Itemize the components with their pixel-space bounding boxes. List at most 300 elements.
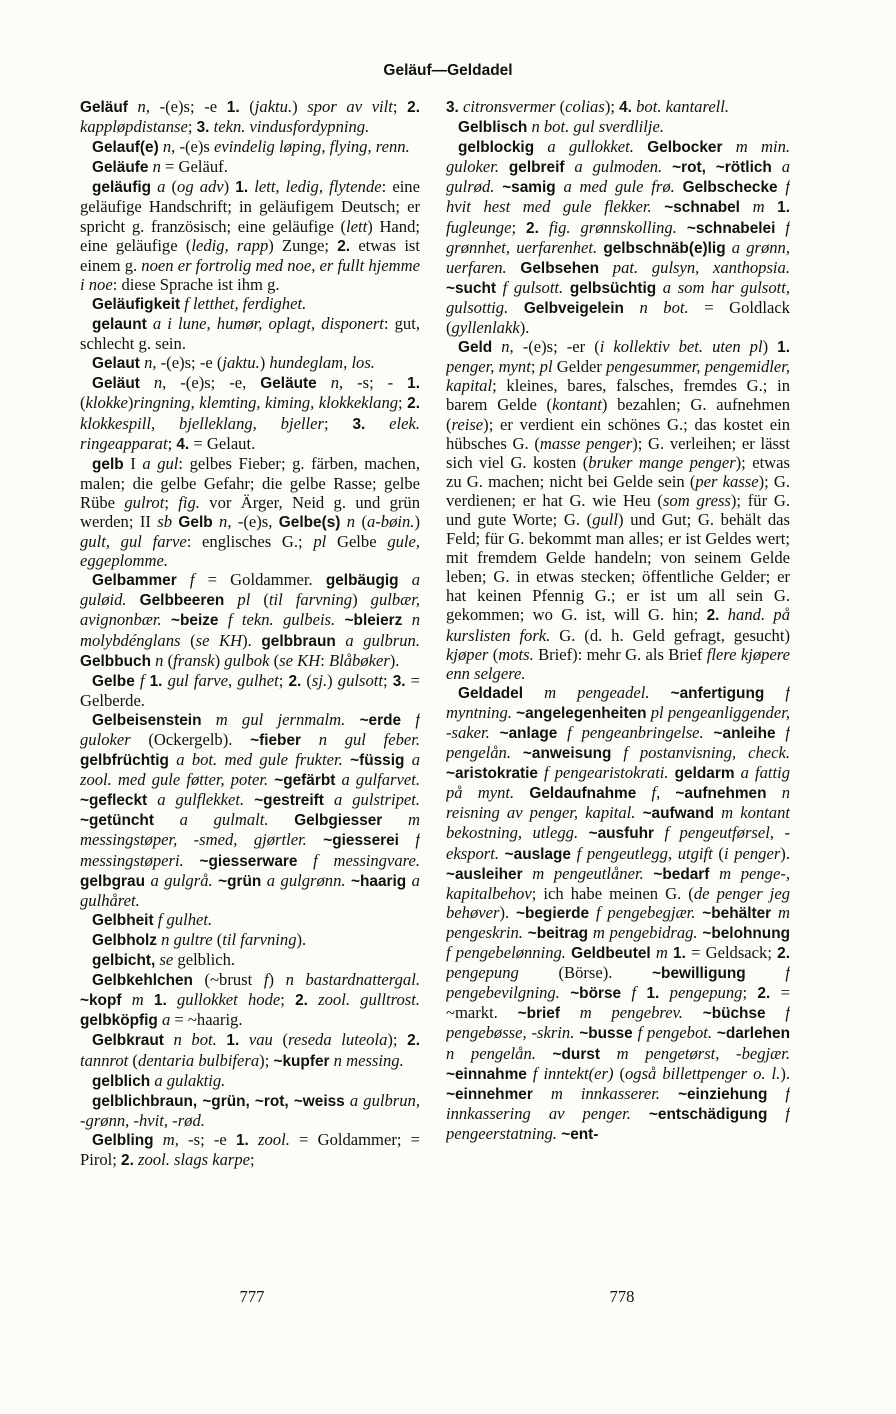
entry-text: ;: [392, 97, 408, 116]
dictionary-entry: [80, 671, 420, 710]
italic-text: f pengebegjær.: [595, 902, 696, 922]
italic-text: f: [631, 983, 637, 1003]
entry-text: ): [352, 590, 371, 610]
italic-text: kjøper: [446, 644, 489, 664]
headword: Gelbsehen: [520, 259, 600, 277]
entry-text: : gelbes Fieber; g. färben, machen, malen; die gelbe Gefahr; die gelbe Rasse; gelbe Rübe: [80, 453, 420, 512]
entry-text: ); G. verleihen; er lässt sich viel G. kosten (: [446, 433, 790, 472]
headword: 2.: [706, 607, 720, 625]
italic-text: m penge-, kapitalbehov: [446, 863, 790, 903]
italic-text: n: [144, 353, 153, 373]
entry-text: [578, 823, 588, 842]
italic-text: penger, mynt: [446, 357, 531, 377]
headword: 2.: [407, 395, 420, 413]
headword: gelblockig: [458, 139, 535, 157]
italic-text: m: [752, 197, 765, 217]
headword: Gelbocker: [647, 139, 723, 157]
italic-text: a i lune, humør, oplagt, disponert: [152, 314, 384, 334]
italic-text: f myntning.: [446, 682, 790, 722]
italic-text: mots.: [498, 644, 534, 664]
headword: gelbgrau: [80, 872, 145, 890]
headword: 1.: [153, 992, 167, 1010]
headword: ~einnahme: [446, 1065, 527, 1083]
dictionary-entry: [80, 710, 420, 910]
italic-text: m kontant bekostning, utlegg.: [446, 803, 790, 843]
italic-text: zool. gulltrost.: [318, 990, 420, 1010]
headword: 2.: [337, 237, 351, 255]
headword: Gelbe: [92, 672, 135, 690]
entry-text: = Gelberde.: [80, 670, 420, 710]
headword: gelbicht,: [92, 952, 156, 970]
headword: 4.: [619, 99, 632, 116]
entry-text: (: [163, 650, 174, 670]
headword: 3.: [352, 415, 366, 433]
italic-text: m: [655, 943, 668, 963]
entry-text: [650, 683, 671, 702]
entry-text: Gelbe: [326, 532, 388, 552]
dictionary-entry: [80, 570, 420, 670]
entry-text: (~brust: [192, 970, 264, 990]
italic-text: f grønnhet, uerfarenhet.: [446, 217, 790, 257]
italic-text: f guloker: [80, 709, 420, 749]
headword: ~börse: [570, 985, 622, 1003]
headword: geläufig: [92, 179, 151, 197]
headword: ~gefärbt: [274, 772, 336, 790]
dictionary-entry: [80, 137, 420, 157]
italic-text: dentaria bulbifera: [137, 1050, 260, 1070]
entry-text: ): [414, 511, 420, 531]
italic-text: a gulfarvet.: [341, 770, 420, 790]
italic-text: m min. guloker.: [446, 137, 790, 177]
entry-text: ).: [780, 1063, 790, 1083]
dictionary-entry: [80, 353, 420, 373]
entry-text: , -(e)s; -e: [145, 97, 227, 116]
headword: ~grün: [218, 872, 262, 890]
italic-text: a gullokket.: [547, 137, 634, 157]
headword: ~gestreift: [254, 792, 324, 810]
entry-text: ).: [389, 650, 400, 670]
dictionary-entry: [80, 157, 420, 177]
headword: Gelaut: [92, 355, 140, 373]
entry-text: ;: [530, 357, 540, 377]
entry-text: ): [762, 337, 778, 357]
page-header-title: Geläuf—Geldadel: [383, 62, 513, 79]
entry-text: [523, 864, 533, 883]
italic-text: hundeglam, los.: [269, 353, 375, 373]
italic-text: m pengetørst, -begjær.: [616, 1043, 790, 1063]
entry-text: [508, 298, 524, 317]
headword: ~brief: [517, 1005, 560, 1023]
entry-text: [631, 1104, 649, 1123]
italic-text: f pengebot.: [637, 1023, 712, 1043]
entry-text: [775, 218, 785, 237]
entry-text: [343, 750, 350, 769]
entry-text: [599, 258, 613, 277]
entry-text: ); für G. und gute Worte; G. (: [446, 490, 790, 529]
italic-text: n molybdénglans: [80, 610, 420, 650]
headword: Gelbheit: [92, 911, 154, 929]
headword: gelbreif: [508, 159, 565, 177]
italic-text: kappløpdistanse: [80, 117, 188, 137]
italic-text: m pengebidrag.: [592, 922, 698, 942]
entry-text: [600, 1044, 617, 1063]
italic-text: klokkespill, bjelleklang, bjeller: [80, 413, 324, 433]
headword: 1.: [777, 339, 790, 357]
entry-text: [767, 783, 782, 802]
entry-text: [677, 218, 687, 237]
headword: 2.: [526, 219, 539, 237]
italic-text: reise: [451, 414, 484, 434]
headword: Geläut: [92, 375, 140, 393]
italic-text: f: [263, 970, 269, 990]
italic-text: kontant: [552, 395, 602, 415]
italic-text: a gulhåret.: [80, 870, 420, 910]
entry-text: );: [604, 97, 620, 116]
italic-text: zool.: [258, 1129, 290, 1149]
entry-text: (: [269, 650, 280, 670]
italic-text: gulbok: [224, 650, 270, 670]
headword: ~getüncht: [80, 812, 154, 830]
italic-text: n reisning av penger, kapital.: [446, 783, 790, 823]
headword: 1.: [226, 1032, 240, 1050]
entry-text: = ~haarig.: [170, 1010, 243, 1030]
entry-text: [399, 570, 412, 589]
entry-text: );: [259, 1050, 274, 1070]
entry-text: [765, 197, 778, 216]
italic-text: f inntekt(er): [532, 1063, 614, 1083]
headword: 2.: [757, 985, 771, 1003]
italic-text: f pengeerstatning.: [446, 1103, 790, 1143]
entry-text: (: [250, 590, 269, 610]
entry-text: [589, 903, 596, 922]
italic-text: n bot.: [173, 1030, 217, 1050]
italic-text: se KH: [279, 650, 321, 670]
entry-text: (: [239, 97, 255, 116]
entry-text: [324, 790, 334, 809]
italic-text: a gulgrå.: [150, 870, 213, 890]
entry-text: ;: [511, 217, 527, 237]
headword: Gelbkraut: [92, 1032, 164, 1050]
headword: ~rot,: [254, 1092, 289, 1110]
entry-text: [217, 1030, 227, 1049]
headword: 3.: [196, 119, 210, 137]
entry-text: [621, 983, 631, 1002]
italic-text: citronsvermer: [463, 97, 556, 116]
italic-text: pengepung: [446, 963, 519, 983]
entry-text: (: [355, 511, 367, 531]
entry-text: ): [292, 97, 308, 116]
headword: Gelbbeeren: [139, 592, 225, 610]
entry-text: [154, 1130, 163, 1149]
entry-text: [177, 570, 190, 589]
headword: ~kupfer: [273, 1052, 330, 1070]
entry-text: ); G. verdienen; er hat G. wie Heu (: [446, 471, 790, 510]
headword: ~samig: [502, 179, 556, 197]
italic-text: f hvit hest med gule flekker.: [446, 177, 790, 217]
entry-text: ).: [499, 902, 516, 922]
entry-text: = Geläuf.: [160, 157, 228, 177]
entry-text: = Goldlack (: [446, 297, 790, 338]
entry-text: [533, 1084, 551, 1103]
italic-text: n: [162, 137, 172, 157]
entry-text: ; kleines, bares, falsches, fremdes G.; in barem Gelde (: [446, 376, 790, 415]
entry-text: = Goldammer.: [194, 570, 326, 590]
italic-text: m pengeskrin.: [446, 902, 790, 942]
entry-text: (: [301, 670, 312, 690]
italic-text: f tekn. gulbeis.: [227, 610, 336, 630]
dictionary-entry: [80, 373, 420, 453]
entry-text: = Geldsack;: [685, 943, 778, 963]
entry-text: [771, 903, 778, 922]
entry-text: = Gelaut.: [189, 433, 256, 453]
entry-text: ).: [242, 630, 262, 650]
dictionary-entry: [80, 1091, 420, 1130]
entry-text: [335, 610, 344, 629]
dictionary-entry: [80, 970, 420, 1030]
entry-text: [709, 864, 719, 883]
entry-text: (: [128, 1050, 138, 1070]
headword: ~rot,: [672, 159, 706, 177]
entry-text: (: [488, 644, 499, 664]
entry-text: [308, 990, 318, 1009]
italic-text: bot. kantarell.: [636, 97, 730, 116]
entry-text: ): [268, 970, 286, 990]
entry-text: [563, 278, 570, 297]
italic-text: n bot.: [639, 297, 689, 317]
headword: ~begierde: [515, 904, 590, 922]
headword: ~erde: [359, 711, 402, 729]
entry-text: [202, 710, 216, 729]
entry-text: [635, 803, 642, 822]
entry-text: [636, 983, 646, 1002]
entry-text: G. (d. h. Geld gefragt, gesucht): [550, 625, 790, 645]
italic-text: n: [137, 97, 146, 116]
italic-text: se KH: [195, 630, 243, 650]
entry-text: : gut, schlecht g. sein.: [80, 314, 420, 354]
entry-text: ;: [382, 670, 393, 690]
italic-text: spor av vilt: [307, 97, 393, 116]
dictionary-entry: [80, 950, 420, 970]
headword: 1.: [226, 99, 240, 116]
headword: ~darlehen: [716, 1025, 790, 1043]
headword: ~bewilligung: [652, 965, 746, 983]
italic-text: f: [139, 670, 145, 690]
italic-text: gull: [592, 509, 619, 529]
right-column: [446, 97, 790, 1247]
entry-text: [719, 605, 727, 624]
italic-text: a: [161, 1010, 171, 1030]
dictionary-entry: [80, 1071, 420, 1091]
headword: ~giesserware: [199, 852, 298, 870]
dictionary-entry: [446, 337, 790, 683]
headword: 4.: [176, 435, 190, 453]
headword: Gelbveigelein: [523, 299, 624, 317]
entry-text: [764, 683, 785, 702]
entry-text: [218, 610, 227, 629]
italic-text: n bot. gul sverdlilje.: [531, 117, 665, 137]
dictionary-entry: [446, 683, 790, 1144]
italic-text: også billettpenger o. l.: [625, 1063, 781, 1083]
italic-text: a gulgrønn.: [266, 870, 346, 890]
italic-text: m pengebrev.: [579, 1003, 683, 1023]
italic-text: n: [152, 157, 161, 177]
entry-text: [336, 631, 346, 650]
headword: ~füssig: [350, 752, 405, 770]
italic-text: pl: [313, 532, 327, 552]
headword: ~schnabel: [664, 199, 740, 217]
page-number-right: 778: [609, 1287, 635, 1306]
entry-text: , -(e)s; -e (: [152, 353, 223, 373]
italic-text: gulsott: [337, 670, 383, 690]
entry-text: = ~markt.: [446, 983, 790, 1023]
italic-text: f messingvare.: [313, 850, 420, 870]
headword: ~durst: [552, 1045, 600, 1063]
entry-text: [772, 157, 782, 176]
italic-text: gullokket hode: [176, 990, 281, 1010]
italic-text: f postanvisning, check.: [623, 743, 790, 763]
headword: gelbbraun: [261, 632, 336, 650]
entry-text: (: [180, 630, 196, 650]
headword: 2.: [407, 99, 420, 116]
headword: ~gefleckt: [80, 792, 148, 810]
entry-text: I: [123, 453, 143, 473]
entry-text: ) Hand; eine geläufige (: [80, 216, 420, 255]
italic-text: gyllenlakk: [451, 318, 520, 338]
italic-text: vau: [248, 1030, 273, 1050]
headword: ~büchse: [702, 1005, 766, 1023]
italic-text: a gul: [142, 453, 179, 473]
headword: gelb: [92, 455, 124, 473]
italic-text: n: [501, 337, 510, 357]
entry-text: , -(e)s; -er (: [509, 337, 600, 357]
entry-text: (: [613, 1063, 625, 1083]
italic-text: f gulhet.: [157, 909, 213, 929]
entry-text: [683, 1003, 703, 1022]
headword: 2.: [295, 992, 308, 1010]
italic-text: a gulmoden.: [574, 157, 663, 177]
headword: Gelauf(e): [92, 139, 159, 157]
entry-text: [776, 723, 786, 742]
dictionary-entry: [80, 294, 420, 314]
italic-text: n: [346, 511, 356, 531]
italic-text: sj.: [311, 670, 328, 690]
entry-text: vor Ärger, Neid g. und grün werden; II: [80, 492, 420, 531]
italic-text: f letthet, ferdighet.: [184, 293, 307, 313]
headword: Geldadel: [458, 684, 524, 702]
italic-text: fig. grønnskolling.: [548, 217, 677, 237]
entry-text: [560, 983, 570, 1002]
italic-text: ringning, klemting, kiming, klokkeklang: [133, 393, 399, 413]
entry-text: [766, 1003, 786, 1022]
entry-text: = Goldammer; = Pirol;: [80, 1129, 420, 1169]
headword: ~giesserei: [323, 832, 399, 850]
italic-text: f pengebelønning.: [446, 943, 566, 963]
entry-text: : diese Sprache ist ihm g.: [112, 274, 280, 294]
headword: Gelblisch: [458, 119, 528, 137]
italic-text: bruker mange penger: [588, 452, 736, 472]
italic-text: i kollektiv bet. uten pl: [599, 337, 763, 357]
headword: 2.: [407, 1032, 420, 1050]
italic-text: f gulsott.: [502, 277, 564, 297]
entry-text: [722, 137, 735, 156]
headword: ~kopf: [80, 992, 122, 1010]
headword: 1.: [407, 375, 420, 393]
entry-text: ; ich habe meinen G. (: [531, 883, 694, 903]
entry-text: , -(e)s,: [227, 511, 279, 531]
italic-text: klokke: [85, 393, 128, 413]
entry-text: ).: [296, 929, 307, 949]
italic-text: a gulstripet.: [333, 790, 420, 810]
entry-text: ) und Gut; G. behält das Feld; für G. bekommt man alles; er ist Geldes wert; mit fremdem Gelde handeln; von seinem Gelde leben; G. in etwas stecken; öffentliche Gelder; er hat keinen Pfennig G.; er ist um all sein G. gekommen; wo G. ist, will G. hin;: [446, 509, 790, 625]
headword: ~bedarf: [653, 865, 710, 883]
entry-text: (: [165, 177, 178, 197]
italic-text: fugleunge: [446, 217, 512, 237]
italic-text: ledig, rapp: [191, 235, 269, 255]
entry-text: [121, 990, 131, 1009]
entry-text: [404, 750, 411, 769]
italic-text: og adv: [177, 177, 224, 197]
dictionary-entry: [446, 117, 790, 137]
italic-text: reseda luteola: [288, 1030, 388, 1050]
italic-text: pengesummer, pengemidler, kapital: [446, 357, 790, 396]
headword: ~aufwand: [642, 805, 714, 823]
entry-text: : eine geläufige Handschrift; in geläufigem Deutsch; er spricht g. französisch; eine geläufige (: [80, 177, 420, 236]
entry-text: [297, 851, 313, 870]
italic-text: pat. gulsyn, xanthopsia.: [612, 257, 790, 277]
italic-text: m: [162, 1129, 175, 1149]
italic-text: m pengeutlåner.: [532, 863, 644, 883]
entry-text: , -s; -: [338, 373, 408, 393]
entry-text: [127, 590, 140, 609]
entry-text: [307, 830, 323, 849]
italic-text: m innkasserer.: [550, 1083, 660, 1103]
entry-text: [147, 790, 157, 809]
dictionary-entry: [80, 314, 420, 353]
page-number-left: 777: [239, 1287, 265, 1306]
entry-text: , -(e)s: [171, 137, 215, 157]
headword: Geläufigkeit: [92, 295, 181, 313]
italic-text: lett, ledig, flytende: [254, 177, 382, 197]
italic-text: m gul jernmalm.: [215, 709, 346, 729]
italic-text: a gulbrun, -grønn, -hvit, -rød.: [80, 1090, 420, 1130]
entry-text: [656, 278, 663, 297]
entry-text: [565, 157, 575, 176]
entry-text: (Börse).: [518, 963, 653, 983]
italic-text: a zool. med gule føtter, poter.: [80, 750, 420, 790]
headword: ~entschädigung: [648, 1105, 768, 1123]
entry-text: [660, 1084, 678, 1103]
entry-text: [511, 743, 523, 762]
italic-text: masse penger: [539, 433, 633, 453]
dictionary-entry: [80, 930, 420, 950]
headword: ~beitrag: [527, 924, 589, 942]
entry-text: ;: [742, 983, 758, 1003]
dictionary-entry: [80, 177, 420, 294]
headword: Gelbammer: [92, 572, 177, 590]
entry-text: [224, 590, 237, 609]
entry-text: [507, 258, 521, 277]
headword: 2.: [777, 945, 790, 963]
dictionary-entry: [80, 1030, 420, 1070]
entry-text: [514, 783, 529, 802]
italic-text: tekn. vindusfordypning.: [213, 117, 370, 137]
italic-text: f pengearistokrati.: [544, 763, 669, 783]
entry-text: (: [712, 843, 724, 863]
italic-text: n: [153, 373, 163, 393]
italic-text: jaktu.: [254, 97, 293, 116]
headword: 1.: [149, 672, 163, 690]
entry-text: [662, 157, 672, 176]
